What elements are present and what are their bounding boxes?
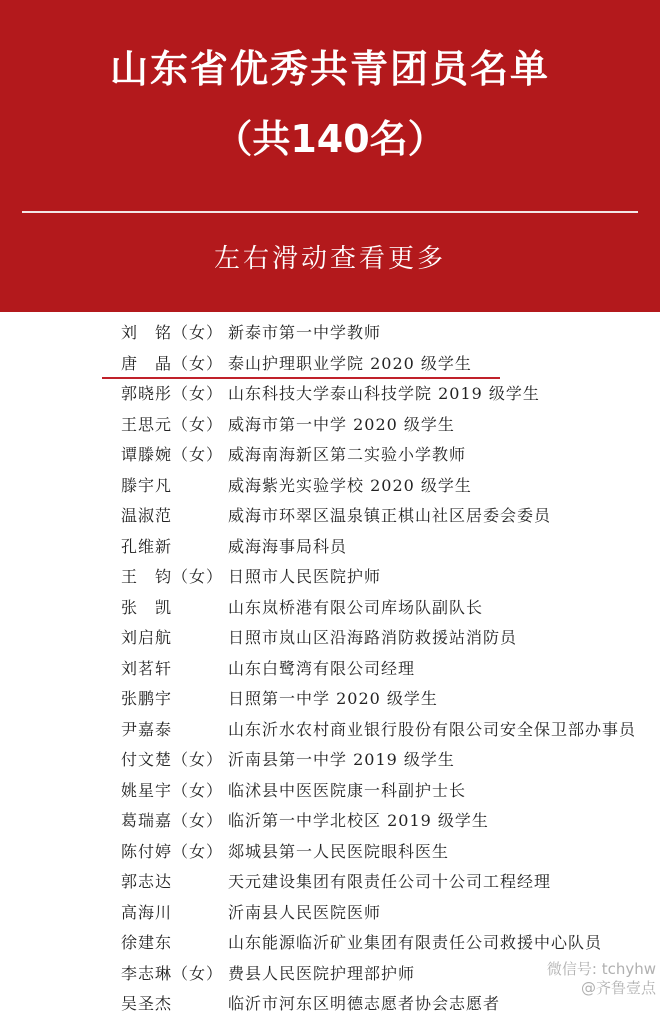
member-affiliation: 新泰市第一中学教师 (228, 323, 382, 342)
page-title: 山东省优秀共青团员名单 (109, 47, 550, 91)
list-item (0, 654, 660, 685)
member-name: 张 凯 (121, 597, 173, 617)
list-item (0, 837, 660, 868)
member-affiliation: 泰山护理职业学院 2020 级学生 (228, 353, 472, 373)
total-count: （共140名） (214, 117, 446, 161)
divider (22, 211, 638, 213)
list-item (0, 623, 660, 654)
member-affiliation: 威海紫光实验学校 2020 级学生 (228, 475, 472, 495)
member-affiliation: 郯城县第一人民医院眼科医生 (228, 841, 450, 861)
list-item (0, 379, 660, 410)
member-name: 温淑范 (121, 506, 173, 525)
member-affiliation: 山东岚桥港有限公司库场队副队长 (228, 597, 484, 617)
list-item (0, 684, 660, 715)
member-name: 王思元（女） (121, 414, 224, 434)
member-name: 葛瑞嘉（女） (121, 811, 224, 830)
member-affiliation: 山东科技大学泰山科技学院 2019 级学生 (228, 384, 540, 403)
member-affiliation: 威海南海新区第二实验小学教师 (228, 445, 467, 464)
list-item (0, 501, 660, 532)
member-name: 尹嘉泰 (121, 719, 173, 739)
list-item (0, 318, 660, 349)
member-name: 张鹏宇 (121, 689, 173, 708)
member-list (0, 318, 660, 1020)
member-affiliation: 日照第一中学 2020 级学生 (228, 689, 438, 708)
member-affiliation: 山东能源临沂矿业集团有限责任公司救援中心队员 (228, 933, 603, 952)
member-name: 刘 铭（女） (121, 323, 224, 342)
member-affiliation: 威海海事局科员 (228, 536, 348, 556)
member-name: 郭志达 (121, 872, 173, 891)
member-affiliation: 临沭县中医医院康一科副护士长 (228, 780, 467, 800)
member-name: 付文楚（女） (121, 750, 224, 769)
header-banner (0, 0, 660, 312)
member-name: 姚星宇（女） (121, 780, 224, 800)
member-name: 陈付婷（女） (121, 841, 224, 861)
member-name: 孔维新 (121, 536, 173, 556)
list-item (0, 806, 660, 837)
list-item (0, 349, 660, 380)
member-name: 刘茗轩 (121, 658, 173, 678)
member-name: 高海川 (121, 902, 173, 922)
member-name: 徐建东 (121, 933, 173, 952)
highlight-underline (102, 377, 500, 379)
list-item (0, 440, 660, 471)
list-item (0, 471, 660, 502)
watermark: 微信号: tchyhw (546, 960, 656, 978)
list-item (0, 745, 660, 776)
member-affiliation: 山东白鹭湾有限公司经理 (228, 658, 416, 678)
watermark-source: @齐鲁壹点 (580, 979, 656, 997)
member-name: 李志琳（女） (121, 963, 224, 983)
member-affiliation: 威海市环翠区温泉镇正棋山社区居委会委员 (228, 506, 552, 525)
member-name: 郭晓彤（女） (121, 384, 224, 403)
member-name: 谭滕婉（女） (121, 445, 224, 464)
member-name: 王 钧（女） (121, 567, 224, 586)
member-name: 滕宇凡 (121, 475, 173, 495)
list-item (0, 532, 660, 563)
list-item (0, 867, 660, 898)
member-affiliation: 威海市第一中学 2020 级学生 (228, 414, 455, 434)
member-affiliation: 费县人民医院护理部护师 (228, 963, 416, 983)
scroll-hint: 左右滑动查看更多 (213, 244, 446, 274)
list-item (0, 410, 660, 441)
list-item (0, 715, 660, 746)
member-affiliation: 沂南县第一中学 2019 级学生 (228, 750, 455, 769)
member-name: 吴圣杰 (121, 994, 173, 1013)
list-item (0, 928, 660, 959)
list-item (0, 898, 660, 929)
member-affiliation: 天元建设集团有限责任公司十公司工程经理 (228, 872, 552, 891)
member-affiliation: 临沂市河东区明德志愿者协会志愿者 (228, 994, 501, 1013)
member-affiliation: 日照市人民医院护师 (228, 567, 382, 586)
list-item (0, 989, 660, 1020)
member-name: 刘启航 (121, 628, 173, 647)
list-item (0, 562, 660, 593)
member-affiliation: 山东沂水农村商业银行股份有限公司安全保卫部办事员 (228, 719, 637, 739)
list-item (0, 593, 660, 624)
list-item (0, 776, 660, 807)
member-affiliation: 临沂第一中学北校区 2019 级学生 (228, 811, 489, 830)
member-affiliation: 沂南县人民医院医师 (228, 902, 382, 922)
member-affiliation: 日照市岚山区沿海路消防救援站消防员 (228, 628, 518, 647)
member-name: 唐 晶（女） (121, 353, 224, 373)
